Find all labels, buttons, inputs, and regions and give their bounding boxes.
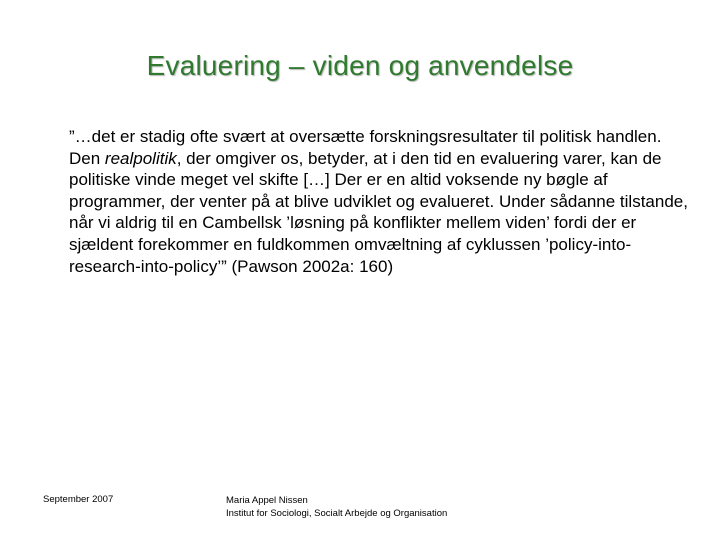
footer-institute: Institut for Sociologi, Socialt Arbejde og Organisation [226, 508, 448, 519]
footer-date: September 2007 [43, 494, 114, 505]
quote-emphasis: realpolitik [104, 148, 177, 168]
footer-author-block [226, 494, 447, 520]
quote-text [69, 126, 691, 277]
footer-author-name: Maria Appel Nissen [226, 495, 308, 506]
slide-title: Evaluering – viden og anvendelse [146, 50, 574, 81]
quote-part-1: ”…det er stadig ofte svært at oversætte forskningsresultater til politisk handlen. Den [69, 127, 662, 168]
quote-part-2: , der omgiver os, betyder, at i den tid en evaluering varer, kan de politiske vinde meget vel skifte […] Der er en altid voksende ny bøgle af programmer, der venter på at blive udviklet og evalueret. Under sådanne tilstande, når vi aldrig til en Cambellsk ’løsning på konflikter mellem viden’ fordi der er sjældent forekommer en fuldkommen omvæltning af cyklussen ’policy-into-research-into-policy’” (Pawson 2002a: 160) [69, 148, 688, 276]
